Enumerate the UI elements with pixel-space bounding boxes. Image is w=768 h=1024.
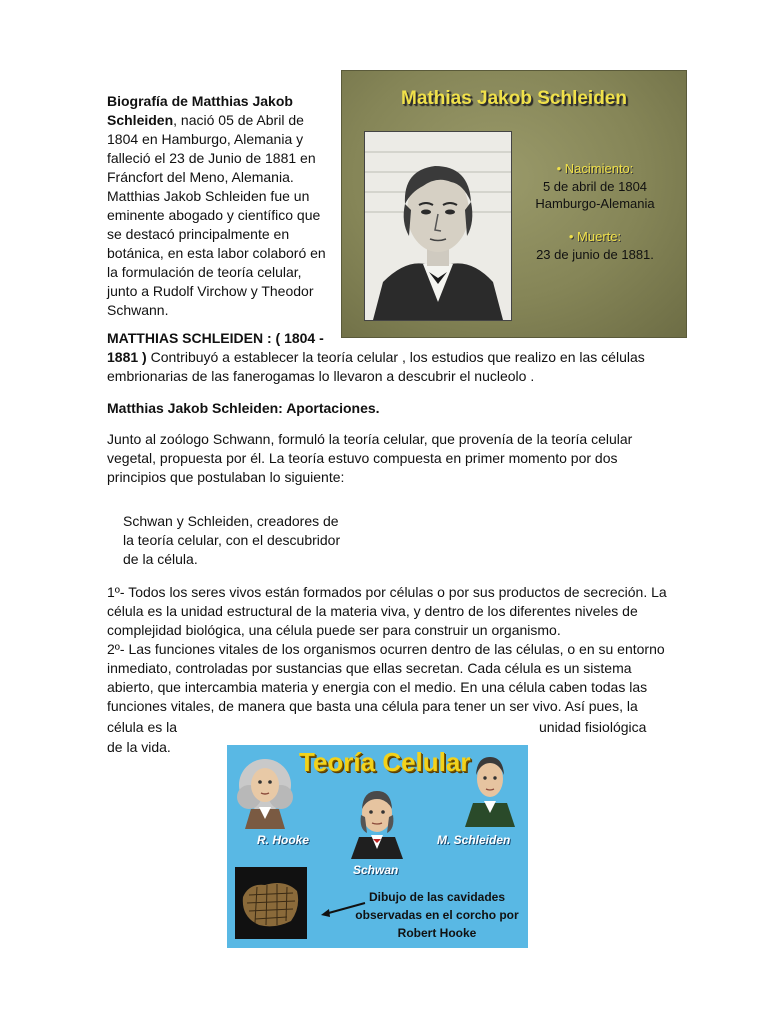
cork-note: Dibujo de las cavidades observadas en el corcho por Robert Hooke <box>355 890 519 940</box>
contribution-paragraph <box>107 329 667 386</box>
teoria-title: Teoría Celular <box>299 747 471 777</box>
schleiden-cartoon-portrait <box>461 749 519 827</box>
hooke-portrait <box>235 747 295 829</box>
aportaciones-heading: Matthias Jakob Schleiden: Aportaciones. <box>107 400 380 416</box>
bio-paragraph <box>107 92 332 320</box>
image-caption: Schwan y Schleiden, creadores de la teoría celular, con el descubridor de la célula. <box>123 513 341 567</box>
contribution-text: Contribuyó a establecer la teoría celular , los estudios que realizo en las células embrionarias de las fanerogamas lo llevaron a descubrir el nucleolo . <box>107 349 645 384</box>
birth-label: • Nacimiento: <box>556 161 634 176</box>
death-date: 23 de junio de 1881. <box>536 247 654 262</box>
schleiden-label: M. Schleiden <box>437 833 511 847</box>
closing-text-c: de la vida. <box>107 739 171 755</box>
cork-drawing <box>235 867 307 939</box>
principle-1: 1º- Todos los seres vivos están formados por células o por sus productos de secreción. La célula es la unidad estructural de la materia viva, y dentro de los diferentes niveles de complejidad biológica, una célula puede ser para construir un organismo. <box>107 584 667 638</box>
bio-text: , nació 05 de Abril de 1804 en Hamburgo, Alemania y falleció el 23 de Junio de 1881 en Fráncfort del Meno, Alemania. Matthias Jakob Schleiden fue un eminente abogado y científico que se destacó principalmente en botánica, en esta labor colaboró en la formulación de teoría celular, junto a Rudolf Virchow y Theodor Schwann. <box>107 112 326 318</box>
teoria-celular-illustration <box>227 745 528 948</box>
death-label: • Muerte: <box>568 229 622 244</box>
birth-date: 5 de abril de 1804 <box>542 179 648 194</box>
card-title: Mathias Jakob Schleiden <box>401 88 627 109</box>
theory-intro-paragraph: Junto al zoólogo Schwann, formuló la teoría celular, que provenía de la teoría celular vegetal, propuesta por él. La teoría estuvo compuesta en primer momento por dos principios que postulaban lo siguiente: <box>107 431 633 485</box>
portrait-card <box>341 70 687 338</box>
schleiden-portrait <box>364 131 512 321</box>
schwan-portrait <box>345 781 409 859</box>
contribution-lead-2: 1881 ) <box>107 349 147 365</box>
closing-text-b: unidad fisiológica <box>539 719 647 735</box>
contribution-lead-1: MATTHIAS SCHLEIDEN : ( 1804 - <box>107 330 324 346</box>
birth-place: Hamburgo-Alemania <box>535 196 655 211</box>
principles-block <box>107 583 667 716</box>
hooke-label: R. Hooke <box>257 833 310 847</box>
schwan-label: Schwan <box>353 863 399 877</box>
closing-text-a: célula es la <box>107 719 178 735</box>
principle-2: 2º- Las funciones vitales de los organismos ocurren dentro de las células, o en su entorno inmediato, controladas por sustancias que ellas secretan. Cada célula es un sistema abierto, que intercambia materia y energia con el medio. En una célula caben todas las funciones vitales, de manera que basta una célula para tener un ser vivo. Así pues, la <box>107 641 665 714</box>
bio-lead: Biografía de Matthias Jakob Schleiden <box>107 93 293 128</box>
